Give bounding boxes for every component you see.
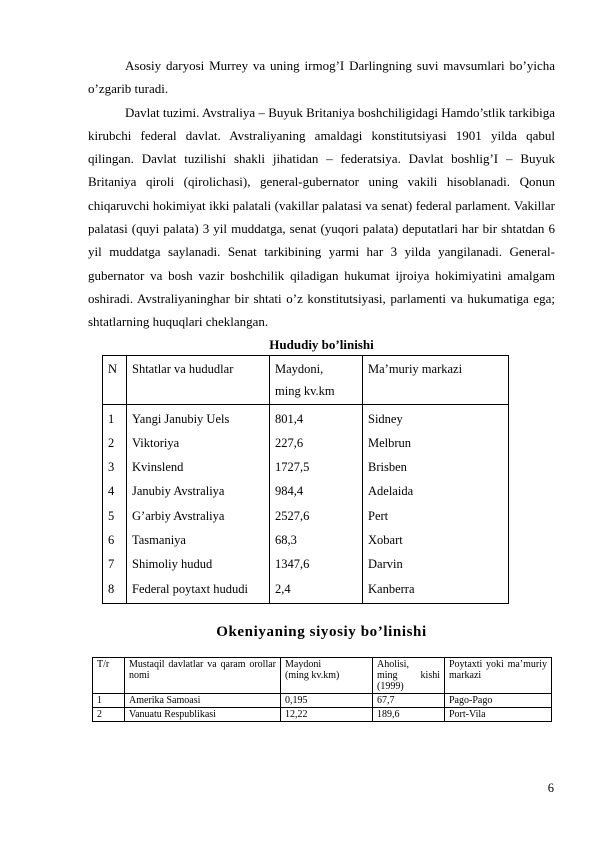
- table1-header-states: Shtatlar va hududlar: [127, 355, 270, 404]
- table2-row-pop: 67,7: [373, 693, 445, 707]
- table1-state-name: Federal poytaxt hududi: [132, 581, 248, 596]
- table1-center: Sidney: [368, 411, 403, 426]
- table1-area: 801,4: [275, 411, 304, 426]
- table2-header-area-line1: Maydoni: [285, 658, 322, 670]
- table1-state-name: Yangi Janubiy Uels: [132, 411, 230, 426]
- table2-header-name: Mustaqil davlatlar va qaram orollar nomi: [125, 657, 281, 693]
- table1-areas-cell: [270, 404, 363, 603]
- table1-number: 3: [108, 460, 115, 475]
- table1-area: 2527,6: [275, 508, 310, 523]
- table2-header-capital: Poytaxti yoki ma’muriy markazi: [445, 657, 552, 693]
- table2-header-pop-line3: (1999): [377, 680, 404, 692]
- table2-header-area-line2: (ming kv.km): [285, 669, 340, 681]
- table2-row-num: 2: [93, 707, 125, 721]
- table1-area: 984,4: [275, 484, 304, 499]
- table1-number: 1: [108, 411, 115, 426]
- table2-header-population: [373, 657, 445, 693]
- table2-row-name: Amerika Samoasi: [125, 693, 281, 707]
- table2-header-area: [281, 657, 373, 693]
- table1-area: 1727,5: [275, 460, 310, 475]
- table1-state-name: Viktoriya: [132, 435, 180, 450]
- table1-area: 1347,6: [275, 557, 310, 572]
- table1-title: Hududiy bo’linishi: [269, 336, 374, 352]
- table2-row-pop: 189,6: [373, 707, 445, 721]
- table-row: [93, 693, 552, 707]
- table1-center: Melbrun: [368, 435, 412, 450]
- table1-state-name: Shimoliy hudud: [132, 557, 213, 572]
- table2-header-num: T/r: [93, 657, 125, 693]
- table1-center: Kanberra: [368, 581, 415, 596]
- table2-row-num: 1: [93, 693, 125, 707]
- table1-number: 8: [108, 581, 115, 596]
- table-row: [93, 707, 552, 721]
- table1-area: 227,6: [275, 435, 304, 450]
- table1-state-name: Tasmaniya: [132, 533, 186, 548]
- table1-header-area: [270, 355, 363, 404]
- table1-body-row: [103, 404, 509, 603]
- table1-area: 2,4: [275, 581, 291, 596]
- table1-center: Adelaida: [368, 484, 414, 499]
- table1-centers-cell: [363, 404, 509, 603]
- table1-number: 4: [108, 484, 115, 499]
- table1-state-name: Kvinslend: [132, 460, 184, 475]
- table2-header-pop-line2: ming kishi: [377, 669, 440, 681]
- table1-numbers-cell: [103, 404, 127, 603]
- table1-header-n: N: [103, 355, 127, 404]
- table1-header-center: Ma’muriy markazi: [363, 355, 509, 404]
- paragraph-rivers: Asosiy daryosi Murrey va uning irmog’I Darlingning suvi mavsumlari bo’yicha o’zgarib turadi.: [88, 58, 555, 97]
- table1-number: 7: [108, 557, 115, 572]
- table1-center: Brisben: [368, 460, 407, 475]
- table1-state-name: Janubiy Avstraliya: [132, 484, 225, 499]
- table2-row-capital: Pago-Pago: [445, 693, 552, 707]
- table1-names-cell: [127, 404, 270, 603]
- table1-number: 5: [108, 508, 115, 523]
- paragraph-government: Davlat tuzimi. Avstraliya – Buyuk Britaniya boshchiligidagi Hamdo’stlik tarkibiga kirubchi federal davlat. Avstraliyaning amaldagi konstitutsiyasi 1901 yilda qabul qilingan. Davlat tuzilishi shakli jihatidan – federatsiya. Davlat boshlig’I – Buyuk Britaniya qiroli (qirolichasi), general-gubernator uning vakili hisoblanadi. Qonun chiqaruvchi hokimiyat ikki palatali (vakillar palatasi va senat) federal parlament. Vakillar palatasi (quyi palata) 3 yil muddatga, senat (yuqori palata) deputatlari har bir shtatdan 6 yil muddatga saylanadi. Senat tarkibining yarmi har 3 yilda yangilanadi. General-gubernator va bosh vazir boshchilik qiladigan hukumat ijroiya hokimiyatini amalgam oshiradi. Avstraliyaninghar bir shtati o’z konstitutsiyasi, parlamenti va hukumatiga ega; shtatlarning huquqlari cheklangan.: [88, 104, 555, 330]
- oceania-political-table: [92, 657, 552, 722]
- table1-center: Xobart: [368, 533, 403, 548]
- table1-center: Pert: [368, 508, 389, 523]
- table1-state-name: G’arbiy Avstraliya: [132, 508, 225, 523]
- territorial-division-table: [102, 355, 509, 604]
- table1-number: 6: [108, 533, 115, 548]
- table2-row-capital: Port-Vila: [445, 707, 552, 721]
- table1-number: 2: [108, 435, 115, 450]
- table1-header-area-line2: ming kv.km: [275, 383, 335, 398]
- table1-area: 68,3: [275, 533, 297, 548]
- table1-center: Darvin: [368, 557, 403, 572]
- table1-header-row: [103, 355, 509, 404]
- page-number: 6: [547, 781, 554, 795]
- table2-row-area: 0,195: [281, 693, 373, 707]
- table2-row-area: 12,22: [281, 707, 373, 721]
- table2-title: Okeniyaning siyosiy bo’linishi: [216, 623, 427, 640]
- table2-header-row: [93, 657, 552, 693]
- table2-header-pop-line1: Aholisi,: [377, 658, 409, 670]
- table2-row-name: Vanuatu Respublikasi: [125, 707, 281, 721]
- document-page: [88, 54, 555, 722]
- table1-header-area-line1: Maydoni,: [275, 361, 324, 376]
